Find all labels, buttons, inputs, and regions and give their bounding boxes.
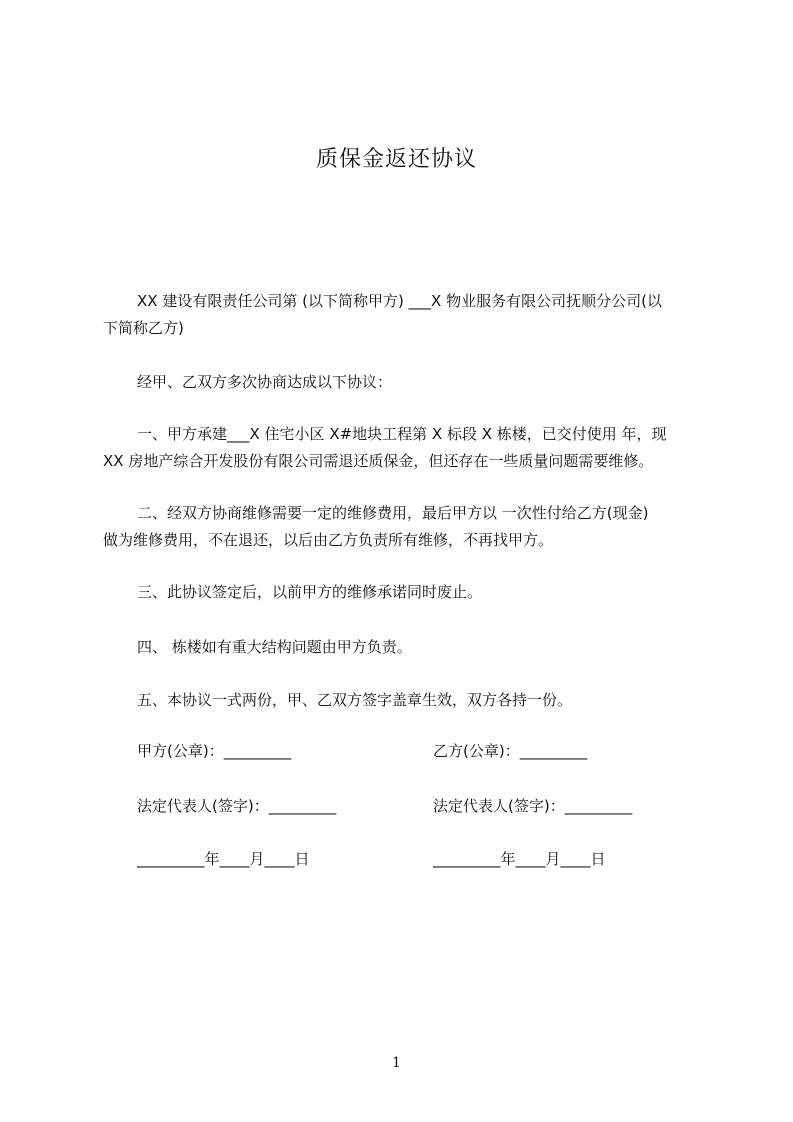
parties-paragraph	[103, 288, 703, 342]
party-a-date-field: _________年____月____日	[137, 850, 310, 868]
parties-line-2: 下简称乙方)	[103, 319, 184, 337]
clause-1	[103, 421, 703, 475]
clause-5	[103, 687, 703, 714]
party-a-rep-field: 法定代表人(签字)：_________	[137, 797, 337, 815]
party-b-rep-field: 法定代表人(签字)：_________	[433, 797, 633, 815]
party-a-seal-field: 甲方(公章)：_________	[137, 742, 292, 760]
clause-1-line-1: 一、甲方承建___X 住宅小区 X#地块工程第 X 标段 X 栋楼，已交付使用 年，现	[137, 425, 667, 443]
clause-2-line-1: 二、经双方协商维修需要一定的维修费用，最后甲方以 一次性付给乙方(现金)	[137, 504, 649, 522]
document-title: 质保金返还协议	[315, 147, 477, 172]
clause-2-line-2: 做为维修费用，不在退还，以后由乙方负责所有维修，不再找甲方。	[103, 531, 554, 549]
party-b-date-field: _________年____月____日	[433, 850, 606, 868]
clause-2	[103, 500, 703, 554]
clause-4-line: 四、 栋楼如有重大结构问题由甲方负责。	[137, 638, 412, 656]
parties-line-1: XX 建设有限责任公司第 (以下简称甲方) ___X 物业服务有限公司抚顺分公司(以	[137, 292, 662, 310]
intro-paragraph	[103, 369, 703, 396]
clause-3-line: 三、此协议签定后，以前甲方的维修承诺同时废止。	[137, 583, 483, 601]
clause-1-line-2: XX 房地产综合开发股份有限公司需退还质保金，但还存在一些质量问题需要维修。	[103, 452, 654, 470]
page-number: 1	[392, 1055, 401, 1071]
party-b-seal-field: 乙方(公章)：_________	[433, 742, 588, 760]
clause-4	[103, 634, 703, 661]
intro-line: 经甲、乙双方多次协商达成以下协议：	[137, 373, 393, 391]
clause-5-line: 五、本协议一式两份，甲、乙双方签字盖章生效，双方各持一份。	[137, 691, 573, 709]
clause-3	[103, 579, 703, 606]
